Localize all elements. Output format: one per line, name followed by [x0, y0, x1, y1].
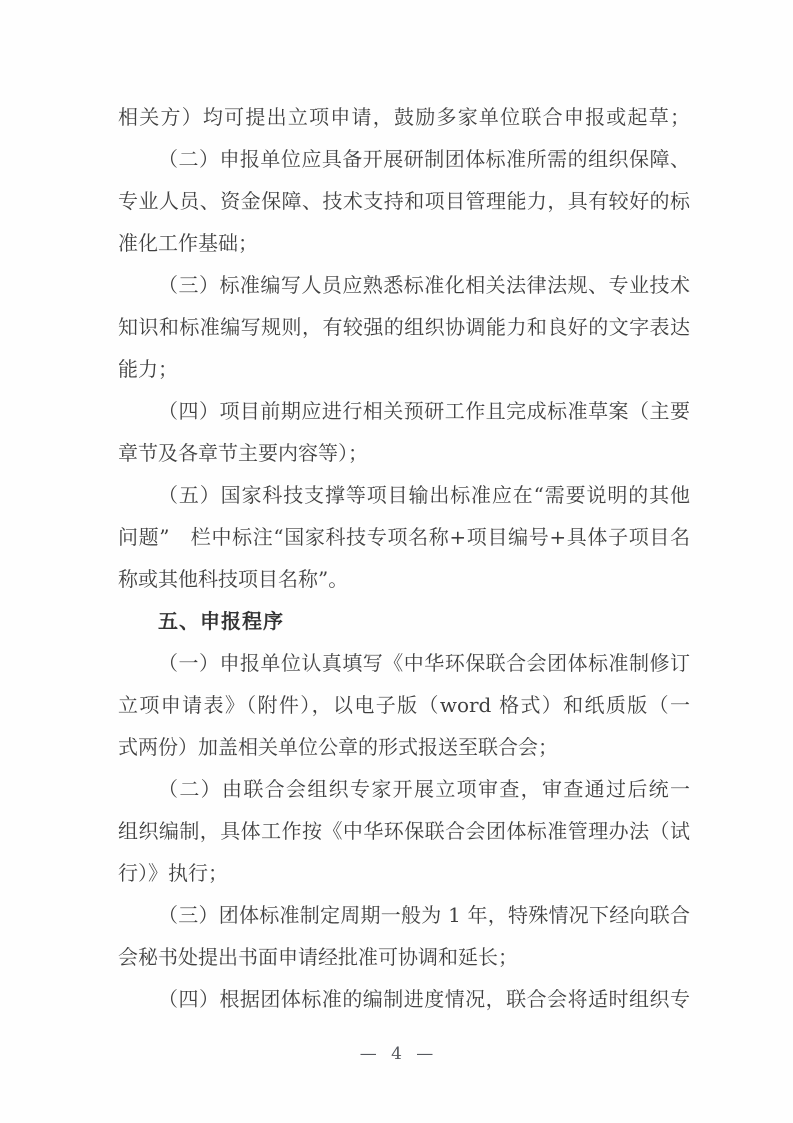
page-footer: [0, 1042, 793, 1066]
text-line: （五）国家科技支撑等项目输出标准应在“需要说明的其他: [158, 483, 690, 507]
text-line: 相关方）均可提出立项申请，鼓励多家单位联合申报或起草；: [118, 105, 690, 129]
text-line: 式两份）加盖相关单位公章的形式报送至联合会；: [118, 735, 558, 759]
text-line: （三）团体标准制定周期一般为 1 年，特殊情况下经向联合: [158, 903, 690, 927]
text-line: （一）申报单位认真填写《中华环保联合会团体标准制修订: [158, 651, 690, 675]
text-line: 专业人员、资金保障、技术支持和项目管理能力，具有较好的标: [118, 189, 690, 213]
page-number: — 4 —: [359, 1044, 434, 1064]
text-line: 能力；: [118, 357, 178, 381]
text-line: （二）申报单位应具备开展研制团体标准所需的组织保障、: [158, 147, 690, 171]
section-heading: 五、申报程序: [158, 609, 284, 633]
document-body: [118, 96, 690, 1020]
text-line: （四）根据团体标准的编制进度情况，联合会将适时组织专: [158, 987, 690, 1011]
text-line: （三）标准编写人员应熟悉标准化相关法律法规、专业技术: [158, 273, 690, 297]
text-line: 问题” 栏中标注“国家科技专项名称+项目编号+具体子项目名: [118, 525, 690, 549]
text-line: （四）项目前期应进行相关预研工作且完成标准草案（主要: [158, 399, 690, 423]
text-line: 知识和标准编写规则，有较强的组织协调能力和良好的文字表达: [118, 315, 690, 339]
text-line: 会秘书处提出书面申请经批准可协调和延长；: [118, 945, 518, 969]
text-line: 立项申请表》（附件），以电子版（word 格式）和纸质版（一: [118, 693, 690, 717]
text-line: 组织编制，具体工作按《中华环保联合会团体标准管理办法（试: [118, 819, 690, 843]
text-line: 准化工作基础；: [118, 231, 258, 255]
text-line: （二）由联合会组织专家开展立项审查，审查通过后统一: [158, 777, 690, 801]
text-line: 行）》执行；: [118, 861, 228, 885]
text-line: 称或其他科技项目名称”。: [118, 567, 349, 591]
text-line: 章节及各章节主要内容等）；: [118, 441, 368, 465]
